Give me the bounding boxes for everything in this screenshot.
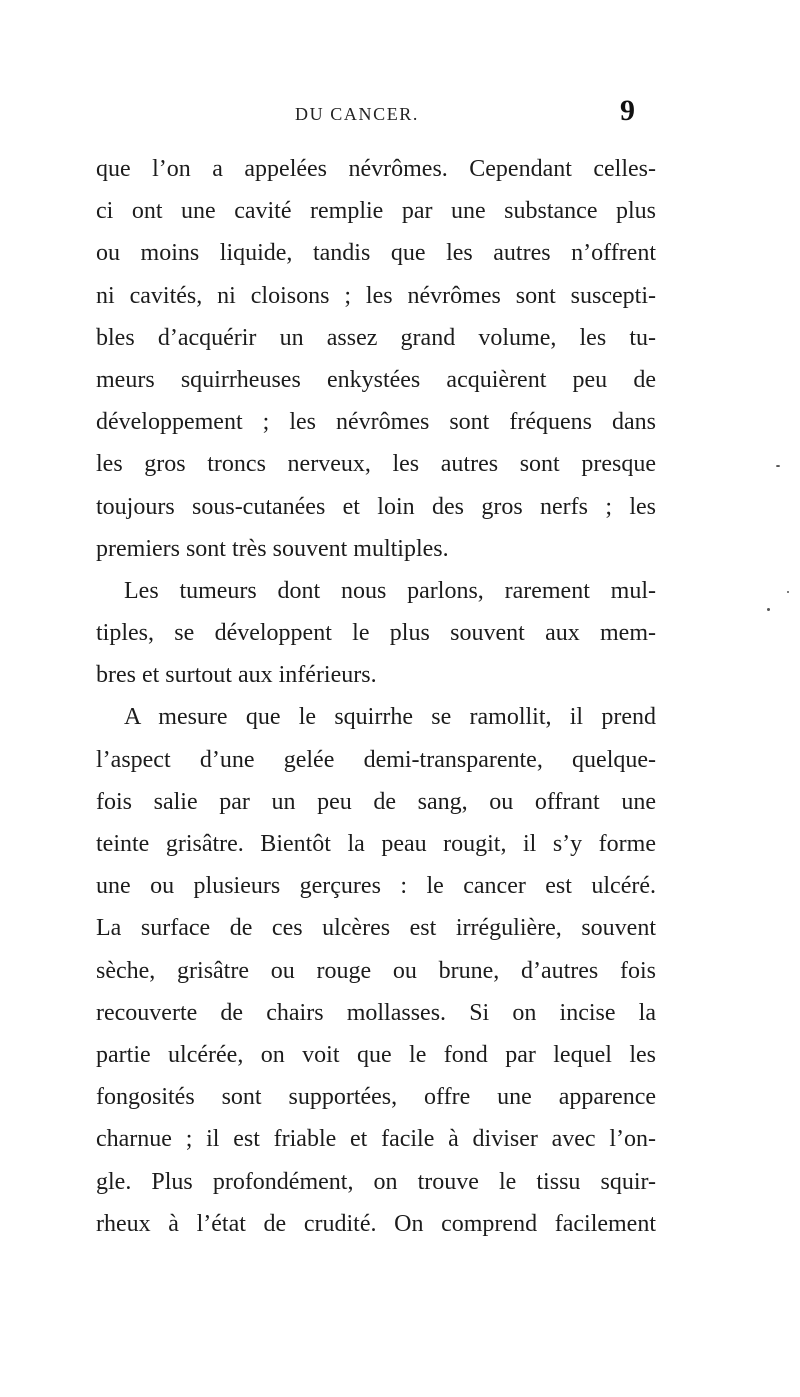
- text-line: bles d’acquérir un assez grand volume, les tu-: [96, 324, 656, 351]
- body-text: [96, 148, 656, 1245]
- text-line: tiples, se développent le plus souvent aux mem-: [96, 620, 656, 647]
- text-line: charnue ; il est friable et facile à diviser avec l’on-: [96, 1126, 656, 1153]
- text-line: A mesure que le squirrhe se ramollit, il prend: [124, 704, 656, 731]
- text-line: que l’on a appelées névrômes. Cependant celles-: [96, 156, 656, 182]
- text-line: premiers sont très souvent multiples.: [96, 535, 449, 562]
- text-line: rheux à l’état de crudité. On comprend facilement: [96, 1210, 656, 1237]
- text-line: bres et surtout aux inférieurs.: [96, 662, 377, 689]
- text-line: recouverte de chairs mollasses. Si on incise la: [96, 999, 656, 1026]
- text-line: teinte grisâtre. Bientôt la peau rougit, il s’y forme: [96, 831, 656, 857]
- paper-speck: [787, 591, 789, 593]
- text-line: ni cavités, ni cloisons ; les névrômes sont suscepti-: [96, 282, 656, 309]
- text-line: fongosités sont supportées, offre une apparence: [96, 1084, 656, 1111]
- text-line: l’aspect d’une gelée demi-transparente, quelque-: [96, 746, 656, 773]
- page-number: 9: [620, 94, 635, 127]
- text-line: sèche, grisâtre ou rouge ou brune, d’autres fois: [96, 957, 656, 984]
- text-line: une ou plusieurs gerçures : le cancer est ulcéré.: [96, 873, 656, 900]
- running-head: [295, 94, 635, 134]
- text-line: La surface de ces ulcères est irrégulière, souvent: [96, 915, 656, 942]
- text-line: toujours sous-cutanées et loin des gros nerfs ; les: [96, 493, 656, 520]
- text-line: ci ont une cavité remplie par une substance plus: [96, 198, 656, 225]
- text-line: meurs squirrheuses enkystées acquièrent peu de: [96, 366, 656, 393]
- text-line: ou moins liquide, tandis que les autres n’offrent: [96, 240, 656, 267]
- text-line: les gros troncs nerveux, les autres sont presque: [96, 451, 656, 478]
- paper-speck: [776, 465, 780, 467]
- text-line: Les tumeurs dont nous parlons, rarement mul-: [124, 577, 656, 604]
- text-line: partie ulcérée, on voit que le fond par lequel les: [96, 1041, 656, 1068]
- text-line: gle. Plus profondément, on trouve le tissu squir-: [96, 1168, 656, 1195]
- text-line: fois salie par un peu de sang, ou offrant une: [96, 788, 656, 815]
- paper-speck: [767, 608, 770, 611]
- running-title: DU CANCER.: [295, 104, 420, 124]
- text-line: développement ; les névrômes sont fréquens dans: [96, 409, 656, 436]
